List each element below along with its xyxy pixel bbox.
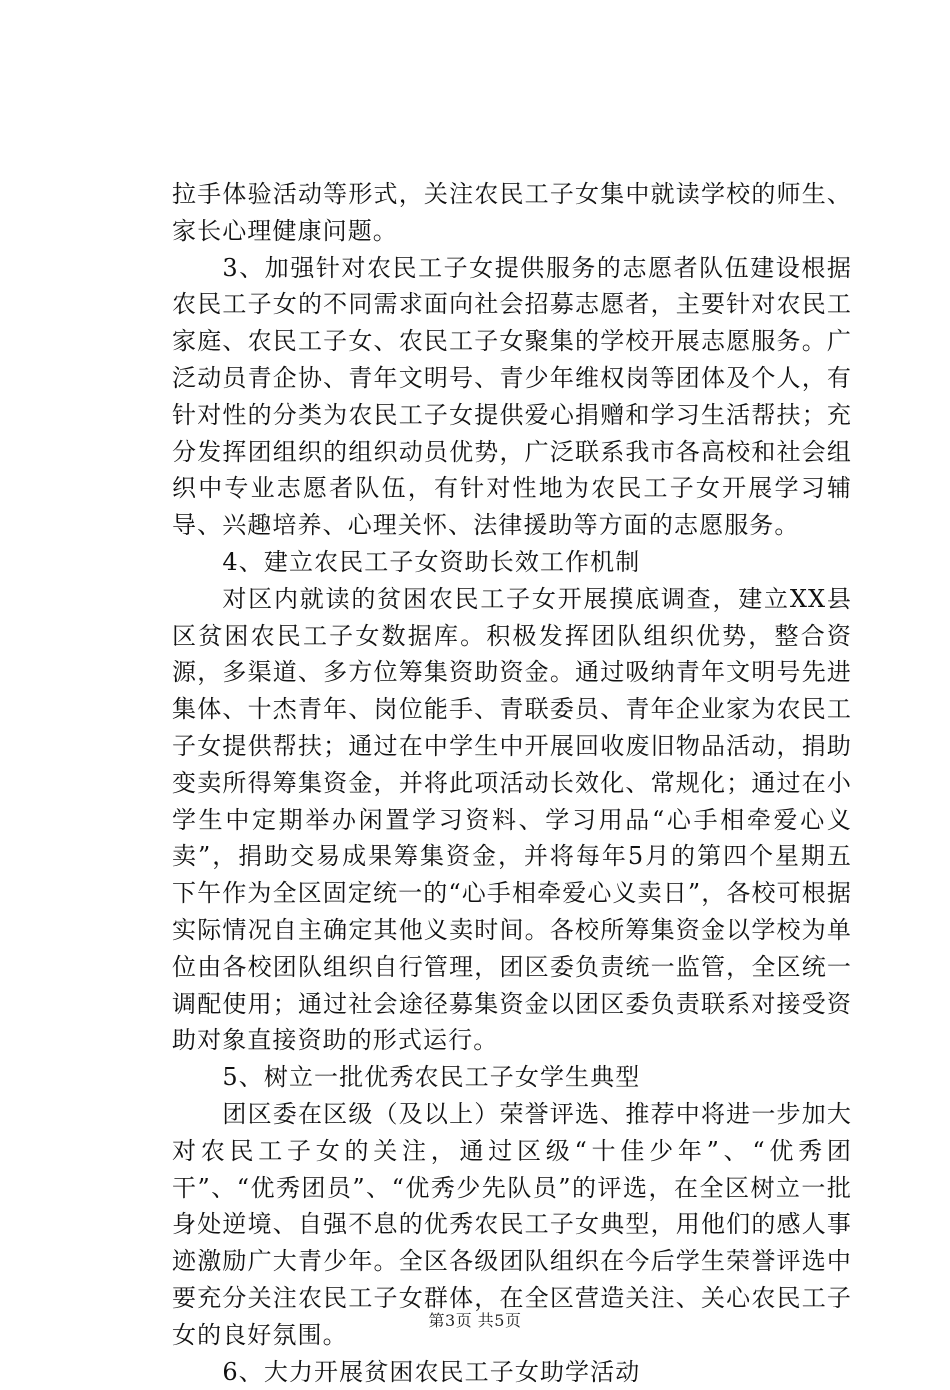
paragraph-section-3: 3、加强针对农民工子女提供服务的志愿者队伍建设根据农民工子女的不同需求面向社会招募志愿者，主要针对农民工家庭、农民工子女、农民工子女聚集的学校开展志愿服务。广泛动员青企协、青年文明号、青少年维权岗等团体及个人，有针对性的分类为农民工子女提供爱心捐赠和学习生活帮扶；充分发挥团组织的组织动员优势，广泛联系我市各高校和社会组织中专业志愿者队伍，有针对性地为农民工子女开展学习辅导、兴趣培养、心理关怀、法律援助等方面的志愿服务。 <box>172 250 852 544</box>
heading-section-6: 6、大力开展贫困农民工子女助学活动 <box>172 1354 852 1390</box>
paragraph-section-5-body: 团区委在区级（及以上）荣誉评选、推荐中将进一步加大对农民工子女的关注，通过区级“十佳少年”、“优秀团干”、“优秀团员”、“优秀少先队员”的评选，在全区树立一批身处逆境、自强不息的优秀农民工子女典型，用他们的感人事迹激励广大青少年。全区各级团队组织在今后学生荣誉评选中要充分关注农民工子女群体，在全区营造关注、关心农民工子女的良好氛围。 <box>172 1096 852 1354</box>
page-footer: 第3页 共5页 <box>0 1308 950 1331</box>
paragraph-continuation: 拉手体验活动等形式，关注农民工子女集中就读学校的师生、家长心理健康问题。 <box>172 176 852 250</box>
document-body <box>172 176 852 1390</box>
paragraph-section-4-body: 对区内就读的贫困农民工子女开展摸底调查，建立XX县区贫困农民工子女数据库。积极发挥团队组织优势，整合资源，多渠道、多方位筹集资助资金。通过吸纳青年文明号先进集体、十杰青年、岗位能手、青联委员、青年企业家为农民工子女提供帮扶；通过在中学生中开展回收废旧物品活动，捐助变卖所得筹集资金，并将此项活动长效化、常规化；通过在小学生中定期举办闲置学习资料、学习用品“心手相牵爱心义卖”，捐助交易成果筹集资金，并将每年5月的第四个星期五下午作为全区固定统一的“心手相牵爱心义卖日”，各校可根据实际情况自主确定其他义卖时间。各校所筹集资金以学校为单位由各校团队组织自行管理，团区委负责统一监管，全区统一调配使用；通过社会途径募集资金以团区委负责联系对接受资助对象直接资助的形式运行。 <box>172 581 852 1059</box>
heading-section-5: 5、树立一批优秀农民工子女学生典型 <box>172 1059 852 1096</box>
heading-section-4: 4、建立农民工子女资助长效工作机制 <box>172 544 852 581</box>
